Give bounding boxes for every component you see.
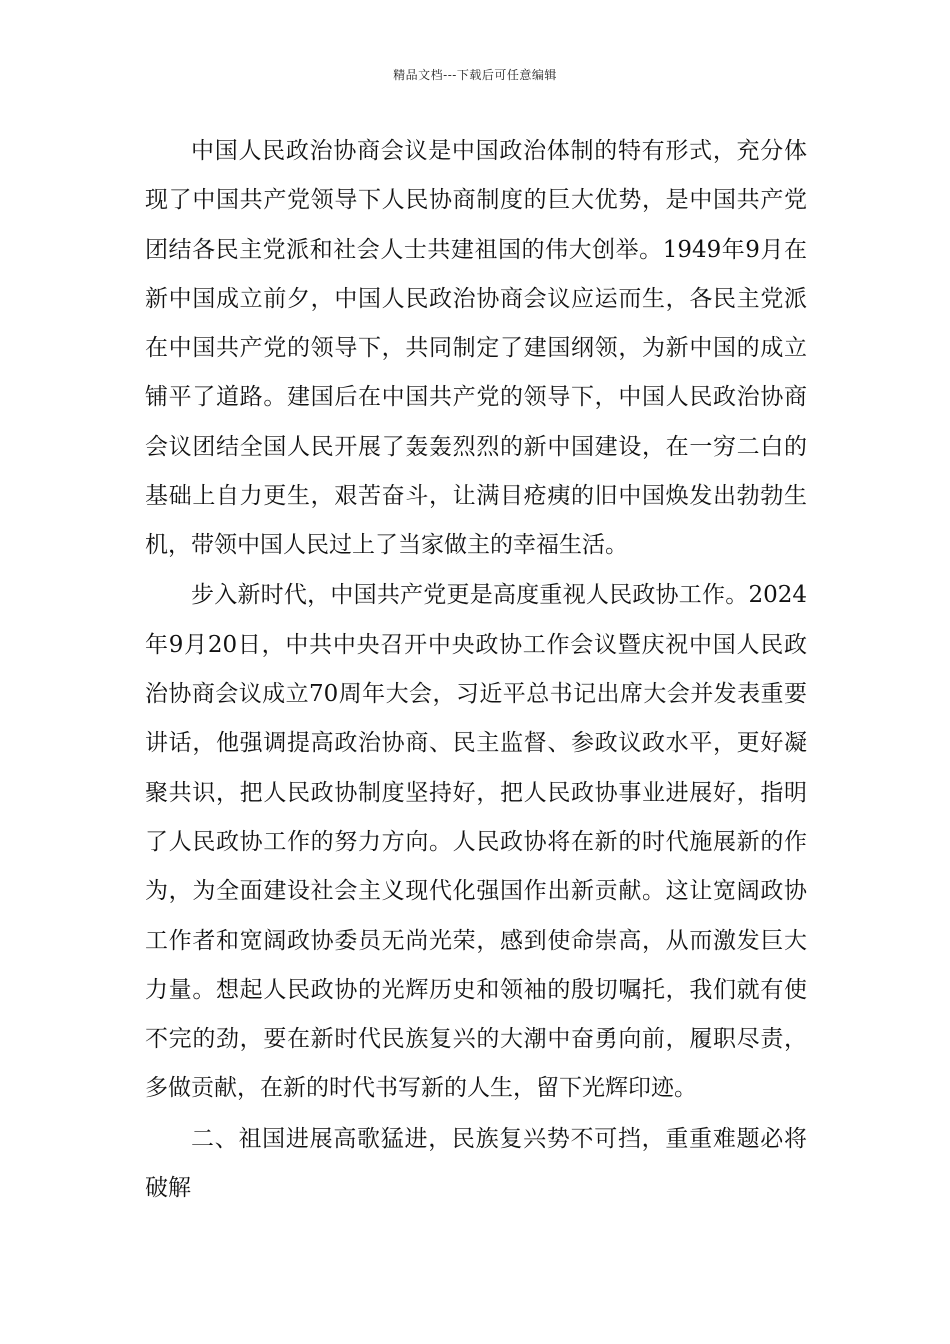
paragraph-cppcc-history: 中国人民政治协商会议是中国政治体制的特有形式，充分体现了中国共产党领导下人民协商制度的巨大优势，是中国共产党团结各民主党派和社会人士共建祖国的伟大创举。1949年9月在新中国成立前夕，中国人民政治协商会议应运而生，各民主党派在中国共产党的领导下，共同制定了建国纲领，为新中国的成立铺平了道路。建国后在中国共产党的领导下，中国人民政治协商会议团结全国人民开展了轰轰烈烈的新中国建设，在一穷二白的基础上自力更生，艰苦奋斗，让满目疮痍的旧中国焕发出勃勃生机，带领中国人民过上了当家做主的幸福生活。	[145, 138, 807, 559]
section-heading-two: 二、祖国进展高歌猛进，民族复兴势不可挡，重重难题必将破解	[145, 1125, 807, 1201]
document-body	[145, 127, 807, 1214]
page-header: 精品文档---下载后可任意编辑	[393, 68, 557, 82]
paragraph-new-era: 步入新时代，中国共产党更是高度重视人民政协工作。2024年9月20日，中共中央召开中央政协工作会议暨庆祝中国人民政治协商会议成立70周年大会，习近平总书记出席大会并发表重要讲话，他强调提高政治协商、民主监督、参政议政水平，更好凝聚共识，把人民政协制度坚持好，把人民政协事业进展好，指明了人民政协工作的努力方向。人民政协将在新的时代施展新的作为，为全面建设社会主义现代化强国作出新贡献。这让宽阔政协工作者和宽阔政协委员无尚光荣，感到使命崇高，从而激发巨大力量。想起人民政协的光辉历史和领袖的殷切嘱托，我们就有使不完的劲，要在新时代民族复兴的大潮中奋勇向前，履职尽责，多做贡献，在新的时代书写新的人生，留下光辉印迹。	[145, 582, 807, 1102]
